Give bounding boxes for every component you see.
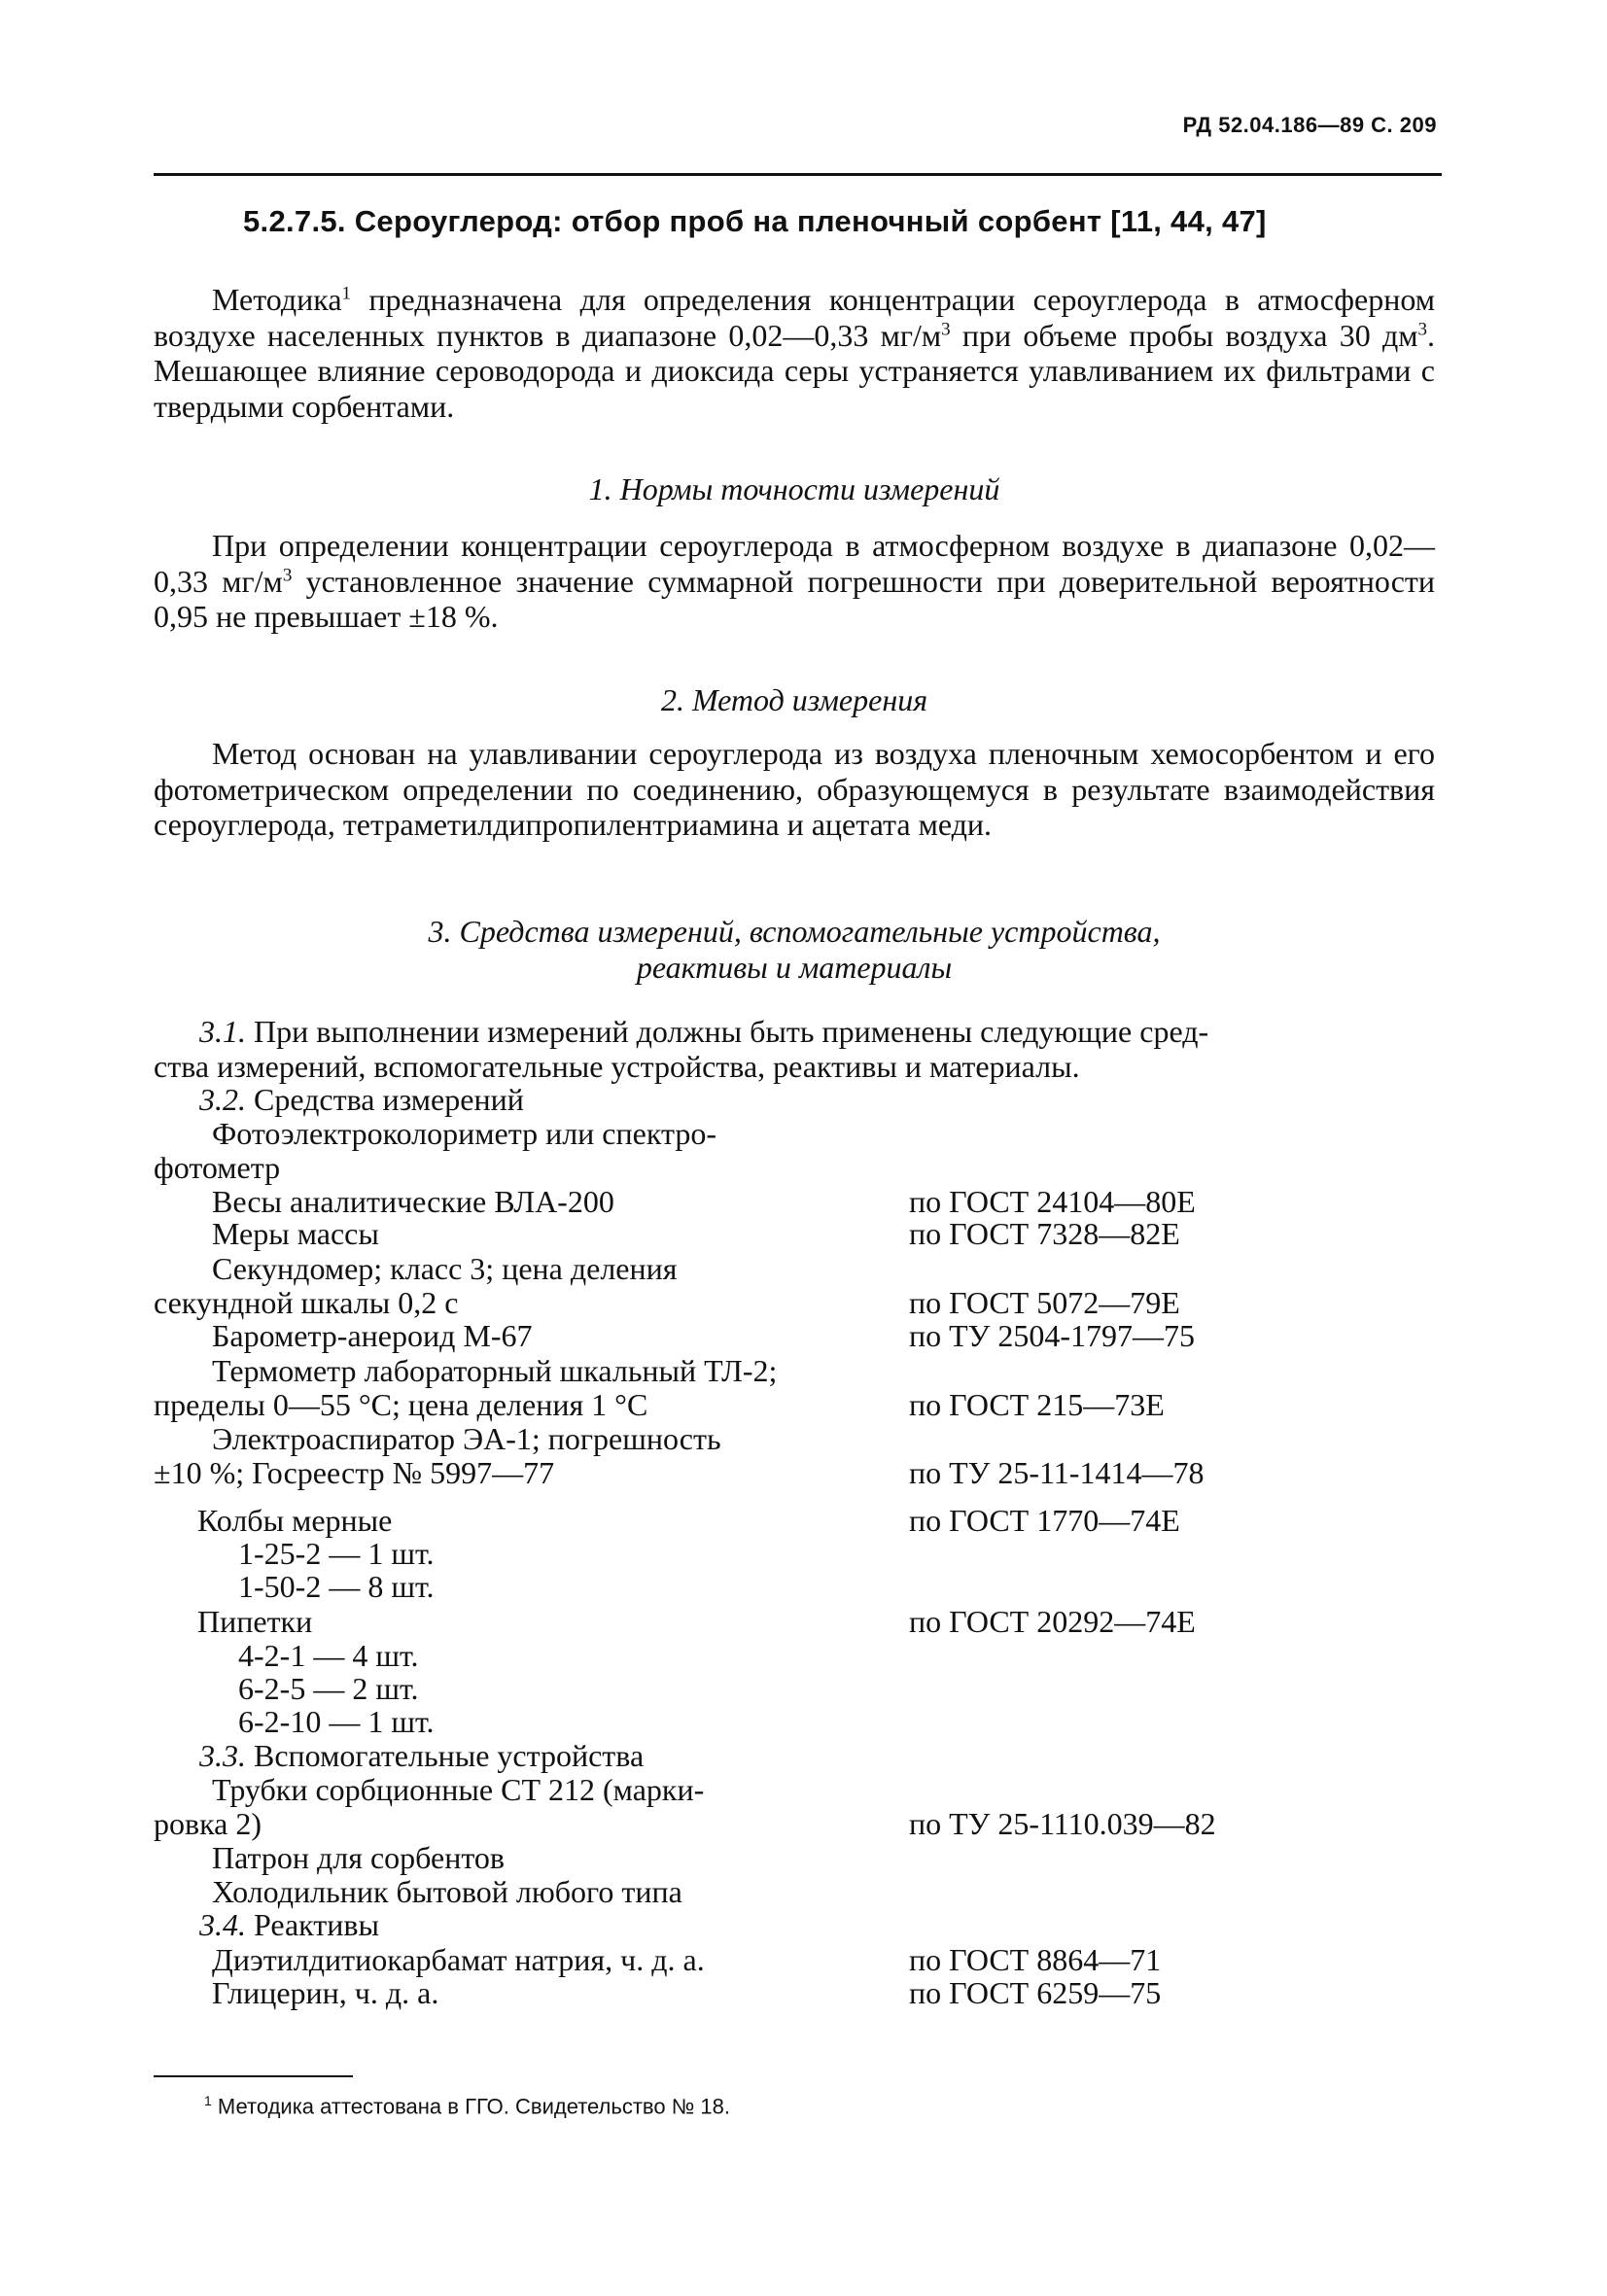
intro-text-2: при объеме пробы воздуха 30 дм [950, 317, 1418, 353]
ref-glycerin: по ГОСТ 6259—75 [909, 1975, 1162, 2010]
item-flask-2: 1-50-2 — 8 шт. [238, 1569, 435, 1604]
clause-3-2 [199, 1082, 524, 1117]
item-stopwatch-line1: Секундомер; класс 3; цена деления [212, 1251, 678, 1286]
intro-text-1: предназначена для определения концентрации сероуглерода в атмосферном воздухе населенных пунктов в диапазоне 0,02—0,33 мг/м [154, 282, 1435, 353]
ref-diethyldithiocarbamate: по ГОСТ 8864—71 [909, 1942, 1162, 1977]
ref-stopwatch: по ГОСТ 5072—79Е [909, 1285, 1180, 1320]
item-flask-1: 1-25-2 — 1 шт. [238, 1536, 435, 1571]
ref-scales: по ГОСТ 24104—80Е [909, 1184, 1196, 1219]
item-tubes-line2: ровка 2) [154, 1806, 262, 1841]
item-cartridge: Патрон для сорбентов [212, 1840, 506, 1875]
item-photometer-line2: фотометр [154, 1150, 281, 1185]
clause-number: 3.2. [199, 1082, 246, 1117]
item-thermometer-line1: Термометр лабораторный шкальный ТЛ-2; [212, 1353, 778, 1388]
sup-cubic-2: 3 [1417, 318, 1428, 339]
ref-tubes: по ТУ 25-1110.039—82 [909, 1806, 1216, 1841]
clause-text: При выполнении измерений должны быть применены следующие сред- [246, 1014, 1209, 1049]
heading-method: 2. Метод измерения [660, 682, 928, 717]
heading-accuracy: 1. Нормы точности измерений [588, 471, 1000, 506]
intro-lead: Методика [212, 282, 342, 317]
clause-number: 3.4. [199, 1907, 246, 1942]
ref-flasks: по ГОСТ 1770—74Е [909, 1503, 1180, 1538]
item-flasks: Колбы мерные [197, 1503, 393, 1538]
footnote [204, 2093, 730, 2119]
running-head: РД 52.04.186—89 С. 209 [1182, 113, 1437, 137]
clause-3-1-line2: ства измерений, вспомогательные устройства, реактивы и материалы. [154, 1049, 1080, 1084]
item-barometer: Барометр-анероид М-67 [212, 1318, 533, 1353]
ref-thermometer: по ГОСТ 215—73Е [909, 1387, 1165, 1422]
clause-3-3 [199, 1738, 644, 1773]
item-glycerin: Глицерин, ч. д. а. [212, 1975, 439, 2010]
item-pipette-1: 4-2-1 — 4 шт. [238, 1638, 419, 1673]
item-tubes-line1: Трубки сорбционные СТ 212 (марки- [212, 1772, 705, 1807]
ref-weights: по ГОСТ 7328—82Е [909, 1216, 1180, 1251]
item-photometer-line1: Фотоэлектроколориметр или спектро- [212, 1116, 716, 1151]
clause-3-1-line1 [199, 1014, 1208, 1049]
item-pipettes: Пипетки [197, 1604, 313, 1639]
accuracy-text-2: установленное значение суммарной погрешности при доверительной вероятности 0,95 не превышает ±18 %. [154, 563, 1436, 634]
footnote-mark: 1 [204, 2093, 212, 2108]
section-title: 5.2.7.5. Сероуглерод: отбор проб на пленочный сорбент [11, 44, 47] [243, 204, 1267, 238]
ref-barometer: по ТУ 2504-1797—75 [909, 1318, 1195, 1353]
clause-text: Средства измерений [246, 1082, 524, 1117]
footnote-rule [154, 2075, 353, 2077]
clause-number: 3.3. [199, 1738, 246, 1773]
accuracy-text-1: При определении концентрации сероуглерода в атмосферном воздухе в диапазоне 0,02—0,33 мг/м [154, 528, 1435, 599]
item-fridge: Холодильник бытовой любого типа [212, 1874, 682, 1909]
item-weights: Меры массы [212, 1216, 379, 1251]
item-stopwatch-line2: секундной шкалы 0,2 с [154, 1285, 459, 1320]
footnote-ref: 1 [341, 283, 352, 304]
intro-paragraph [154, 282, 1435, 424]
item-aspirator-line1: Электроаспиратор ЭА-1; погрешность [212, 1421, 721, 1456]
item-thermometer-line2: пределы 0—55 °С; цена деления 1 °С [154, 1387, 648, 1422]
item-aspirator-line2: ±10 %; Госреестр № 5997—77 [154, 1455, 555, 1490]
clause-text: Вспомогательные устройства [246, 1738, 645, 1773]
item-scales: Весы аналитические ВЛА-200 [212, 1184, 614, 1219]
accuracy-paragraph [154, 528, 1435, 635]
ref-pipettes: по ГОСТ 20292—74Е [909, 1604, 1196, 1639]
item-pipette-2: 6-2-5 — 2 шт. [238, 1671, 419, 1706]
method-paragraph: Метод основан на улавливании сероуглерода из воздуха пленочным хемосорбентом и его фотометрическом определении по соединению, образующемуся в результате взаимодействия сероуглерода, тетраметилдипропилентриамина и ацетата меди. [154, 736, 1435, 842]
sup-cubic-3: 3 [282, 564, 293, 585]
clause-text: Реактивы [246, 1907, 380, 1942]
clause-3-4 [199, 1907, 379, 1942]
ref-aspirator: по ТУ 25-11-1414—78 [909, 1455, 1205, 1490]
clause-number: 3.1. [199, 1014, 246, 1049]
header-rule [154, 173, 1442, 176]
heading-instruments-line2: реактивы и материалы [636, 950, 953, 985]
intro-text-3: . Мешающее влияние сероводорода и диоксида серы устраняется улавливанием их фильтрами с твердыми сорбентами. [154, 317, 1436, 424]
footnote-text: Методика аттестована в ГГО. Свидетельство № 18. [211, 2094, 731, 2119]
heading-instruments-line1: 3. Средства измерений, вспомогательные устройства, [428, 914, 1161, 949]
sup-cubic-1: 3 [941, 318, 951, 339]
item-diethyldithiocarbamate: Диэтилдитиокарбамат натрия, ч. д. а. [212, 1942, 705, 1977]
item-pipette-3: 6-2-10 — 1 шт. [238, 1704, 435, 1739]
